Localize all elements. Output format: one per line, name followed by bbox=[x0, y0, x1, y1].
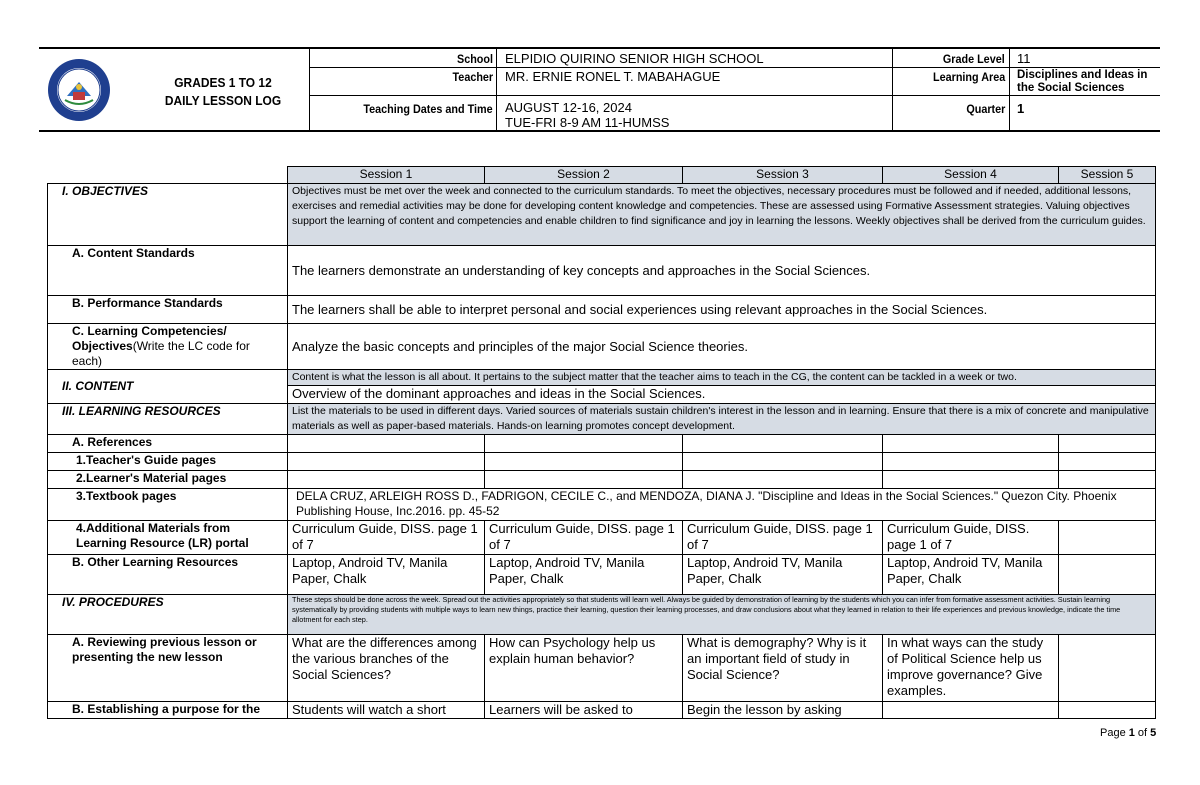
dates-line1: AUGUST 12-16, 2024 bbox=[505, 100, 632, 115]
content-value: Overview of the dominant approaches and ideas in the Social Sciences. bbox=[288, 386, 1156, 404]
procedures-row bbox=[48, 595, 1156, 635]
lesson-log-header bbox=[39, 47, 1160, 132]
content-standards-value: The learners demonstrate an understanding of key concepts and approaches in the Social Sciences. bbox=[288, 246, 1156, 296]
other-resources-label: B. Other Learning Resources bbox=[48, 555, 288, 595]
session-2-header: Session 2 bbox=[485, 167, 683, 184]
learners-material-cell-4 bbox=[883, 471, 1059, 489]
form-title-line2: DAILY LESSON LOG bbox=[164, 93, 282, 108]
references-row bbox=[48, 435, 1156, 453]
learners-material-cell-3 bbox=[683, 471, 883, 489]
learning-competencies-note: (Write the LC code for each) bbox=[72, 339, 250, 368]
purpose-session-2: Learners will be asked to bbox=[485, 702, 683, 719]
school-label: School bbox=[456, 52, 493, 66]
content-desc-row bbox=[48, 370, 1156, 386]
additional-materials-session-3: Curriculum Guide, DISS. page 1 of 7 bbox=[683, 521, 883, 555]
lesson-log-table bbox=[47, 166, 1156, 719]
references-cell-5 bbox=[1059, 435, 1156, 453]
content-standards-row bbox=[48, 246, 1156, 296]
session-header-blank bbox=[48, 167, 288, 184]
teacher-value: MR. ERNIE RONEL T. MABAHAGUE bbox=[505, 69, 721, 84]
resources-label: III. LEARNING RESOURCES bbox=[48, 404, 288, 435]
other-resources-session-5 bbox=[1059, 555, 1156, 595]
additional-materials-session-5 bbox=[1059, 521, 1156, 555]
teacher-label: Teacher bbox=[452, 70, 493, 84]
content-label: II. CONTENT bbox=[48, 370, 288, 404]
session-4-header: Session 4 bbox=[883, 167, 1059, 184]
teachers-guide-cell-1 bbox=[288, 453, 485, 471]
other-resources-session-3: Laptop, Android TV, Manila Paper, Chalk bbox=[683, 555, 883, 595]
other-resources-session-1: Laptop, Android TV, Manila Paper, Chalk bbox=[288, 555, 485, 595]
references-cell-1 bbox=[288, 435, 485, 453]
additional-materials-session-2: Curriculum Guide, DISS. page 1 of 7 bbox=[485, 521, 683, 555]
reviewing-session-5 bbox=[1059, 635, 1156, 702]
purpose-session-4 bbox=[883, 702, 1059, 719]
learners-material-row bbox=[48, 471, 1156, 489]
page-total: 5 bbox=[1150, 727, 1157, 739]
teachers-guide-cell-2 bbox=[485, 453, 683, 471]
textbook-value: DELA CRUZ, ARLEIGH ROSS D., FADRIGON, CECILE C., and MENDOZA, DIANA J. "Discipline and Ideas in the Social Sciences." Quezon City. Phoenix Publishing House, Inc.2016. pp. 45-52 bbox=[288, 489, 1156, 521]
references-label: A. References bbox=[48, 435, 288, 453]
dates-value bbox=[505, 100, 669, 130]
performance-standards-row bbox=[48, 296, 1156, 324]
form-title-line1: GRADES 1 TO 12 bbox=[174, 75, 272, 90]
teachers-guide-cell-5 bbox=[1059, 453, 1156, 471]
learners-material-label: 2.Learner's Material pages bbox=[48, 471, 288, 489]
quarter-label: Quarter bbox=[965, 102, 1005, 116]
page-prefix: Page bbox=[1100, 727, 1129, 739]
content-standards-label: A. Content Standards bbox=[48, 246, 288, 296]
other-resources-session-4: Laptop, Android TV, Manila Paper, Chalk bbox=[883, 555, 1059, 595]
procedures-label: IV. PROCEDURES bbox=[48, 595, 288, 635]
school-value: ELPIDIO QUIRINO SENIOR HIGH SCHOOL bbox=[505, 51, 764, 66]
learners-material-cell-5 bbox=[1059, 471, 1156, 489]
quarter-value: 1 bbox=[1017, 101, 1025, 116]
grade-level-value: 11 bbox=[1017, 51, 1031, 66]
teachers-guide-cell-4 bbox=[883, 453, 1059, 471]
objectives-row bbox=[48, 184, 1156, 246]
additional-materials-label: 4.Additional Materials from Learning Resource (LR) portal bbox=[48, 521, 288, 555]
other-resources-session-2: Laptop, Android TV, Manila Paper, Chalk bbox=[485, 555, 683, 595]
reviewing-label: A. Reviewing previous lesson or presenting the new lesson bbox=[48, 635, 288, 702]
performance-standards-label: B. Performance Standards bbox=[48, 296, 288, 324]
learners-material-cell-2 bbox=[485, 471, 683, 489]
resources-row bbox=[48, 404, 1156, 435]
additional-materials-session-4: Curriculum Guide, DISS. page 1 of 7 bbox=[883, 521, 1059, 555]
learning-competencies-value: Analyze the basic concepts and principles of the major Social Science theories. bbox=[288, 324, 1156, 370]
reviewing-session-3: What is demography? Why is it an important field of study in Social Science? bbox=[683, 635, 883, 702]
textbook-row bbox=[48, 489, 1156, 521]
teachers-guide-row bbox=[48, 453, 1156, 471]
session-1-header: Session 1 bbox=[288, 167, 485, 184]
learners-material-cell-1 bbox=[288, 471, 485, 489]
form-title bbox=[129, 74, 317, 110]
additional-materials-row bbox=[48, 521, 1156, 555]
learning-competencies-row bbox=[48, 324, 1156, 370]
references-cell-3 bbox=[683, 435, 883, 453]
session-header-row bbox=[48, 167, 1156, 184]
textbook-label: 3.Textbook pages bbox=[48, 489, 288, 521]
additional-materials-session-1: Curriculum Guide, DISS. page 1 of 7 bbox=[288, 521, 485, 555]
performance-standards-value: The learners shall be able to interpret personal and social experiences using relevant approaches in the Social Sciences. bbox=[288, 296, 1156, 324]
dates-label: Teaching Dates and Time bbox=[363, 102, 493, 116]
reviewing-row bbox=[48, 635, 1156, 702]
resources-desc: List the materials to be used in different days. Varied sources of materials sustain children's interest in the lesson and in learning. Ensure that there is a mix of concrete and manipulative materials as well as paper-based materials. Hands-on learning promotes concept development. bbox=[288, 404, 1156, 435]
learning-area-label: Learning Area bbox=[932, 70, 1005, 84]
teachers-guide-label: 1.Teacher's Guide pages bbox=[48, 453, 288, 471]
session-5-header: Session 5 bbox=[1059, 167, 1156, 184]
purpose-row bbox=[48, 702, 1156, 719]
learning-area-value: Disciplines and Ideas in the Social Sciences bbox=[1017, 69, 1148, 94]
grade-level-label: Grade Level bbox=[943, 52, 1005, 66]
purpose-session-3: Begin the lesson by asking bbox=[683, 702, 883, 719]
other-resources-row bbox=[48, 555, 1156, 595]
content-desc: Content is what the lesson is all about. It pertains to the subject matter that the teacher aims to teach in the CG, the content can be tackled in a week or two. bbox=[288, 370, 1156, 386]
deped-seal-icon bbox=[47, 58, 111, 122]
references-cell-4 bbox=[883, 435, 1059, 453]
page-of: of bbox=[1134, 727, 1151, 739]
page-number: 1 bbox=[1128, 727, 1135, 739]
purpose-session-1: Students will watch a short bbox=[288, 702, 485, 719]
learning-competencies-label: C. Learning Competencies/ Objectives(Write the LC code for each) bbox=[48, 324, 288, 370]
teachers-guide-cell-3 bbox=[683, 453, 883, 471]
reviewing-session-4: In what ways can the study of Political Science help us improve governance? Give examples. bbox=[883, 635, 1059, 702]
purpose-session-5 bbox=[1059, 702, 1156, 719]
procedures-desc: These steps should be done across the week. Spread out the activities appropriately so that students will learn well. Always be guided by demonstration of learning by the students which you can infer from formative assessment activities. Sustain learning systematically by providing students with multiple ways to learn new things, practice their learning, question their learning processes, and draw conclusions about what they learned in relation to their life experiences and previous knowledge, indicate the time allotment for each step. bbox=[288, 595, 1156, 635]
objectives-desc: Objectives must be met over the week and connected to the curriculum standards. To meet the objectives, necessary procedures must be followed and if needed, additional lessons, exercises and remedial activities may be done for developing content knowledge and competencies. These are assessed using Formative Assessment strategies. Valuing objectives support the learning of content and competencies and enable children to find significance and joy in learning the lessons. Weekly objectives shall be derived from the curriculum guides. bbox=[288, 184, 1156, 246]
session-3-header: Session 3 bbox=[683, 167, 883, 184]
dates-line2: TUE-FRI 8-9 AM 11-HUMSS bbox=[505, 115, 670, 130]
page-footer bbox=[1100, 727, 1156, 739]
purpose-label: B. Establishing a purpose for the bbox=[48, 702, 288, 719]
reviewing-session-2: How can Psychology help us explain human behavior? bbox=[485, 635, 683, 702]
reviewing-session-1: What are the differences among the various branches of the Social Sciences? bbox=[288, 635, 485, 702]
objectives-label: I. OBJECTIVES bbox=[48, 184, 288, 246]
references-cell-2 bbox=[485, 435, 683, 453]
